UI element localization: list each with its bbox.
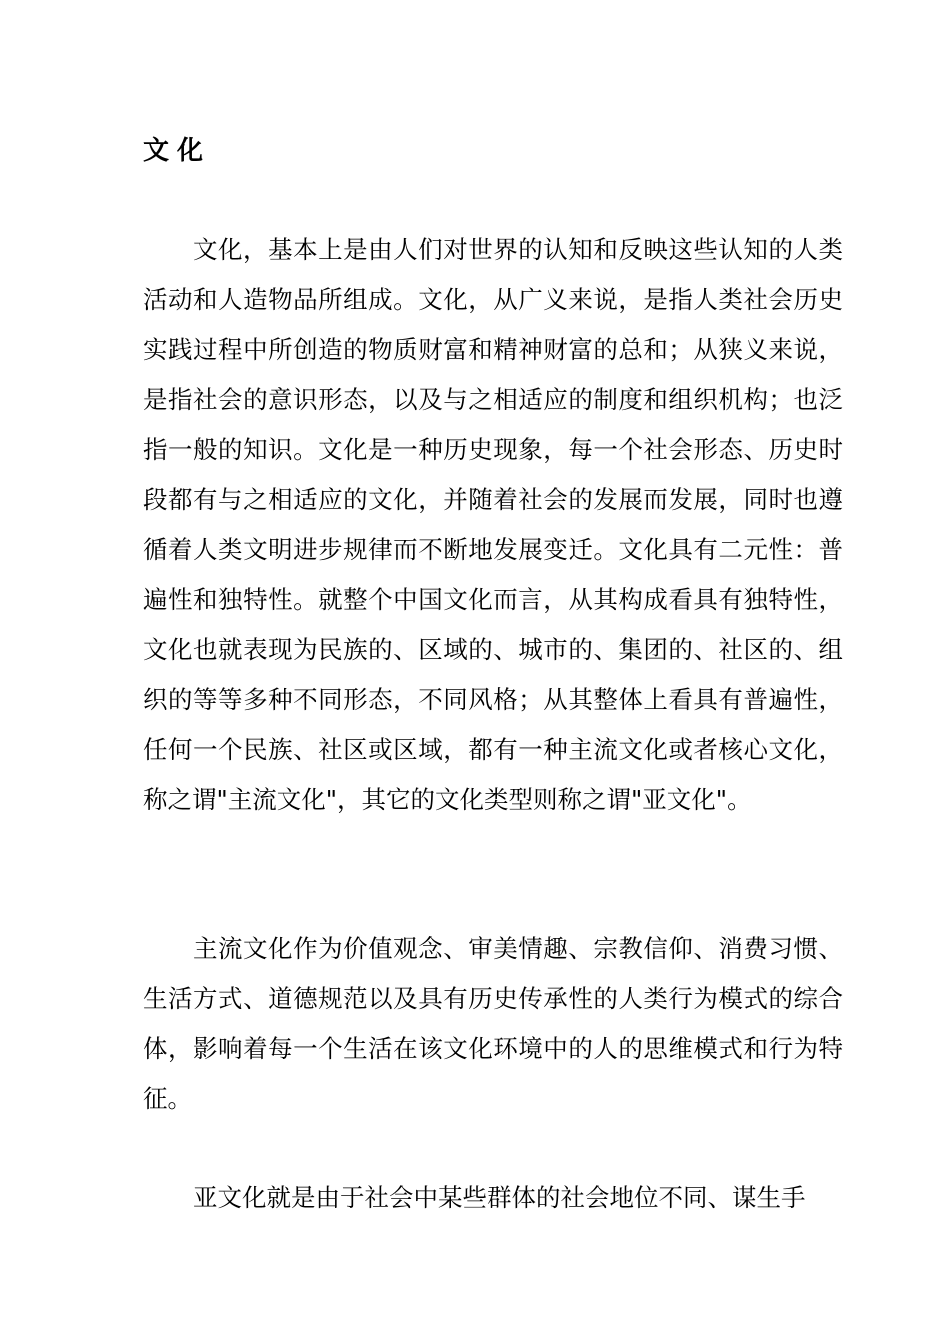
paragraph-mainstream-culture: 主流文化作为价值观念、审美情趣、宗教信仰、消费习惯、生活方式、道德规范以及具有历史传承性的人类行为模式的综合体，影响着每一个生活在该文化环境中的人的思维模式和行为特征。 (143, 934, 843, 1113)
paragraph-culture-definition: 文化，基本上是由人们对世界的认知和反映这些认知的人类活动和人造物品所组成。文化，从广义来说，是指人类社会历史实践过程中所创造的物质财富和精神财富的总和；从狭义来说，是指社会的意识形态，以及与之相适应的制度和组织机构；也泛指一般的知识。文化是一种历史现象，每一个社会形态、历史时段都有与之相适应的文化，并随着社会的发展而发展，同时也遵循着人类文明进步规律而不断地发展变迁。文化具有二元性：普遍性和独特性。就整个中国文化而言，从其构成看具有独特性，文化也就表现为民族的、区域的、城市的、集团的、社区的、组织的等等多种不同形态，不同风格；从其整体上看具有普遍性，任何一个民族、社区或区域，都有一种主流文化或者核心文化，称之谓"主流文化"，其它的文化类型则称之谓"亚文化"。 (143, 235, 843, 814)
document-title: 文化 (143, 136, 212, 166)
paragraph-subculture: 亚文化就是由于社会中某些群体的社会地位不同、谋生手 (193, 1183, 806, 1212)
